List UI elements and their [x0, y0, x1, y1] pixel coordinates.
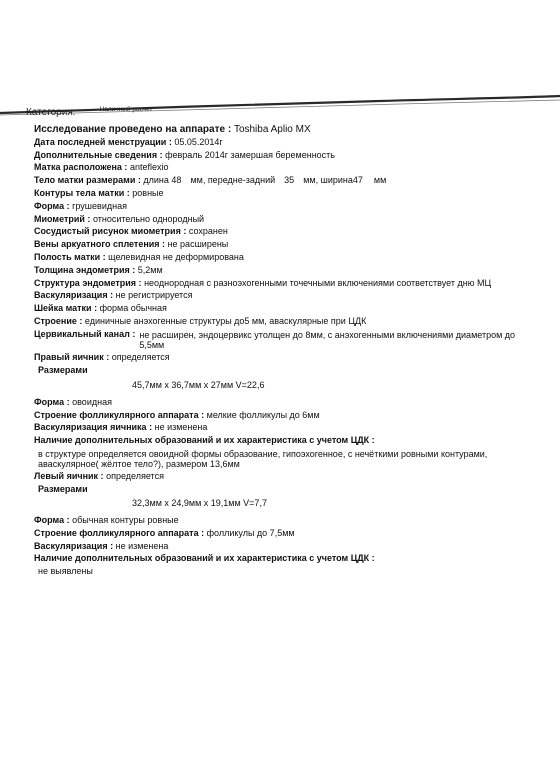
uterus-position-value: anteflexio [129, 162, 169, 173]
endometrium-thickness-line: Толщина эндометрия : 5,2мм [34, 264, 163, 275]
right-ovary-shape-line: Форма : овоидная [34, 396, 112, 407]
category-row [26, 107, 153, 118]
left-ovary-follicular-line: Строение фолликулярного аппарата : фолликулы до 7,5мм [34, 527, 295, 538]
category-value: Наличный расчет [99, 106, 153, 113]
right-ovary-extra-label-line: Наличие дополнительных образований и их характеристика с учетом ЦДК : [34, 435, 375, 446]
left-ovary-vasc-value: не изменена [115, 540, 169, 551]
extra-info-line: Дополнительные сведения : февраль 2014г замершая беременность [34, 149, 335, 160]
uterine-cavity-line: Полость матки : щелевидная не деформирована [34, 251, 244, 262]
cervix-value: форма обычная [99, 303, 167, 314]
exam-device-label: Исследование проведено на аппарате : [34, 124, 232, 135]
extra-info-value: февраль 2014г замершая беременность [165, 149, 335, 160]
contours-value: ровные [132, 187, 164, 198]
right-ovary-vasc-line: Васкуляризация яичника : не изменена [34, 422, 208, 433]
uterus-position-line: Матка расположена : anteflexio [34, 162, 169, 173]
endometrium-structure-value: неоднородная с разноэхогенными точечными включениями соответствует дню МЦ [144, 277, 492, 288]
left-ovary-sizes-line [34, 499, 534, 512]
paper-fold-edge [0, 0, 560, 120]
left-ovary-extra-label-line: Наличие дополнительных образований и их характеристика с учетом ЦДК : [34, 553, 375, 564]
cervix-line: Шейка матки : форма обычная [34, 303, 167, 314]
arcuate-veins-value: не расширены [167, 239, 229, 250]
cervix-structure-line: Строение : единичные анэхогенные структуры до5 мм, аваскулярные при ЦДК [34, 315, 367, 326]
vascular-pattern-line: Сосудистый рисунок миометрия : сохранен [34, 226, 228, 237]
cervix-structure-value: единичные анэхогенные структуры до5 мм, аваскулярные при ЦДК [84, 315, 367, 326]
uterine-cavity-value: щелевидная не деформирована [108, 251, 244, 262]
endometrium-thickness-value: 5,2мм [137, 264, 163, 275]
left-ovary-line: Левый яичник : определяется [34, 470, 164, 481]
vascularization-value: не регистрируется [115, 290, 193, 301]
vascularization-line: Васкуляризация : не регистрируется [34, 290, 193, 301]
myometrium-line: Миометрий : относительно однородный [34, 213, 205, 224]
left-ovary-shape-value: обычная контуры ровные [72, 515, 179, 526]
shape-line: Форма : грушевидная [34, 200, 127, 211]
right-ovary-follicular-line: Строение фолликулярного аппарата : мелкие фолликулы до 6мм [34, 409, 320, 420]
contours-line: Контуры тела матки : ровные [34, 187, 164, 198]
left-ovary-follicular-value: фолликулы до 7,5мм [206, 527, 295, 538]
uterus-body-line: Тело матки размерами : длина 48 мм, передне-задний 35 мм, ширина47 мм [34, 175, 387, 186]
shape-value: грушевидная [72, 200, 127, 211]
left-ovary-vasc-line: Васкуляризация : не изменена [34, 540, 169, 551]
right-ovary-sizes-label-line: Размерами [38, 365, 88, 376]
right-ovary-sizes-line [34, 381, 534, 394]
right-ovary-sizes-value: 45,7мм х 36,7мм х 27мм V=22,6 [132, 380, 265, 391]
left-ovary-extra-value: не выявлены [38, 566, 93, 577]
exam-device-value: Toshiba Aplio MX [233, 124, 311, 135]
left-ovary-sizes-value: 32,3мм х 24,9мм х 19,1мм V=7,7 [132, 498, 267, 509]
right-ovary-line: Правый яичник : определяется [34, 352, 170, 363]
left-ovary-value: определяется [106, 470, 164, 481]
right-ovary-shape-value: овоидная [72, 396, 112, 407]
left-ovary-sizes-label-line: Размерами [38, 483, 88, 494]
right-ovary-extra-value: в структуре определяется овоидной формы образование, гипоэхогенное, с нечёткими ровными контурами, аваскулярное( жёлтое тело?), размером 13,6мм [38, 449, 488, 470]
lmp-line: Дата последней менструации : 05.05.2014г [34, 136, 223, 147]
myometrium-value: относительно однородный [92, 213, 205, 224]
right-ovary-follicular-value: мелкие фолликулы до 6мм [206, 409, 320, 420]
lmp-value: 05.05.2014г [174, 136, 223, 147]
endometrium-structure-line: Структура эндометрия : неоднородная с разноэхогенными точечными включениями соответствует дню МЦ [34, 277, 492, 288]
report-body [34, 125, 534, 580]
arcuate-veins-line: Вены аркуатного сплетения : не расширены [34, 239, 229, 250]
right-ovary-vasc-value: не изменена [154, 422, 208, 433]
category-label: Категория: [26, 107, 76, 118]
cervical-canal-value: не расширен, эндоцервикс утолщен до 8мм, с анэхогенными включениями диаметром до 5,5мм [139, 329, 516, 351]
vascular-pattern-value: сохранен [188, 226, 228, 237]
right-ovary-value: определяется [111, 352, 170, 363]
cervical-canal-line: Цервикальный канал : не расширен, эндоцервикс утолщен до 8мм, с анэхогенными включениями диаметром до 5,5мм [34, 330, 534, 351]
left-ovary-shape-line: Форма : обычная контуры ровные [34, 515, 179, 526]
